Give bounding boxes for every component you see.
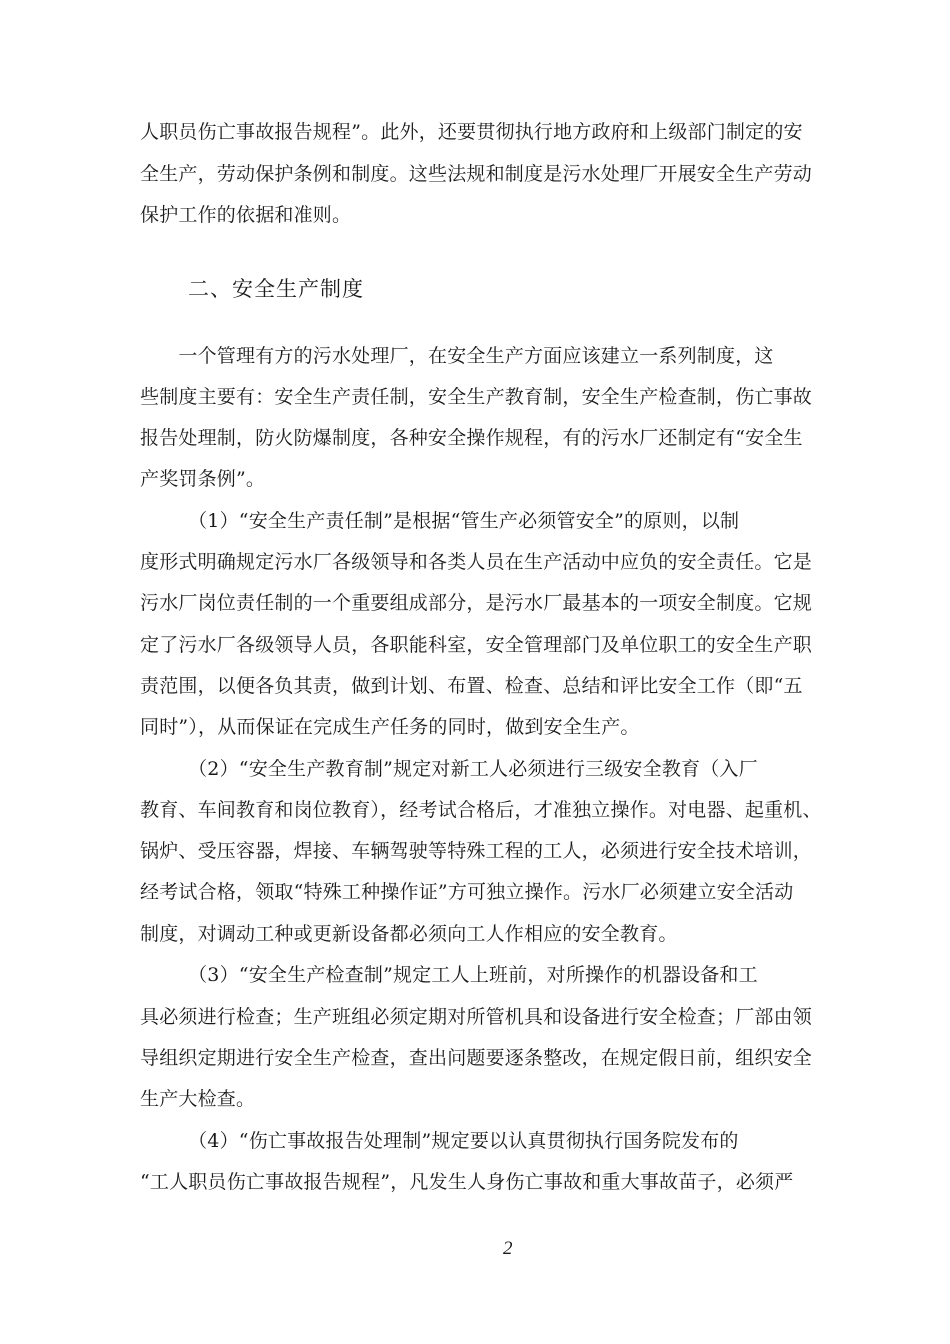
text-line: 产奖罚条例”。: [140, 468, 266, 490]
text-line: 报告处理制，防火防爆制度，各种安全操作规程，有的污水厂还制定有“安全生: [140, 427, 803, 449]
text-line: （1）“安全生产责任制”是根据“管生产必须管安全”的原则，以制: [140, 510, 740, 532]
text-line: （4）“伤亡事故报告处理制”规定要以认真贯彻执行国务院发布的: [140, 1130, 739, 1152]
text-line: 制度，对调动工种或更新设备都必须向工人作相应的安全教育。: [140, 923, 678, 945]
text-line: 度形式明确规定污水厂各级领导和各类人员在生产活动中应负的安全责任。它是: [140, 551, 813, 573]
text-line: 教育、车间教育和岗位教育），经考试合格后，才准独立操作。对电器、起重机、: [140, 799, 822, 821]
text-line: （2）“安全生产教育制”规定对新工人必须进行三级安全教育（入厂: [140, 758, 758, 780]
text-line: 锅炉、受压容器，焊接、车辆驾驶等特殊工程的工人，必须进行安全技术培训，: [140, 840, 813, 862]
text-line: 些制度主要有：安全生产责任制，安全生产教育制，安全生产检查制，伤亡事故: [140, 386, 813, 408]
page-number: 2: [503, 1238, 513, 1259]
text-line: “工人职员伤亡事故报告规程”，凡发生人身伤亡事故和重大事故苗子，必须严: [140, 1171, 794, 1193]
text-line: （3）“安全生产检查制”规定工人上班前，对所操作的机器设备和工: [140, 964, 758, 986]
text-line: 生产大检查。: [140, 1088, 256, 1110]
section-heading: 二、安全生产制度: [188, 277, 364, 301]
text-line: 全生产，劳动保护条例和制度。这些法规和制度是污水处理厂开展安全生产劳动: [140, 163, 813, 185]
text-line: 责范围，以便各负其责，做到计划、布置、检查、总结和评比安全工作（即“五: [140, 675, 803, 697]
text-line: 保护工作的依据和准则。: [140, 204, 352, 226]
text-line: 污水厂岗位责任制的一个重要组成部分，是污水厂最基本的一项安全制度。它规: [140, 592, 813, 614]
text-line: 定了污水厂各级领导人员，各职能科室，安全管理部门及单位职工的安全生产职: [140, 634, 813, 656]
text-line: 人职员伤亡事故报告规程”。此外，还要贯彻执行地方政府和上级部门制定的安: [140, 121, 803, 143]
text-line: 经考试合格，领取“特殊工种操作证”方可独立操作。污水厂必须建立安全活动: [140, 881, 794, 903]
text-line: 一个管理有方的污水处理厂，在安全生产方面应该建立一系列制度，这: [140, 345, 774, 367]
text-line: 导组织定期进行安全生产检查，查出问题要逐条整改，在规定假日前，组织安全: [140, 1047, 813, 1069]
text-line: 具必须进行检查；生产班组必须定期对所管机具和设备进行安全检查；厂部由领: [140, 1006, 813, 1028]
text-line: 同时”），从而保证在完成生产任务的同时，做到安全生产。: [140, 716, 640, 738]
